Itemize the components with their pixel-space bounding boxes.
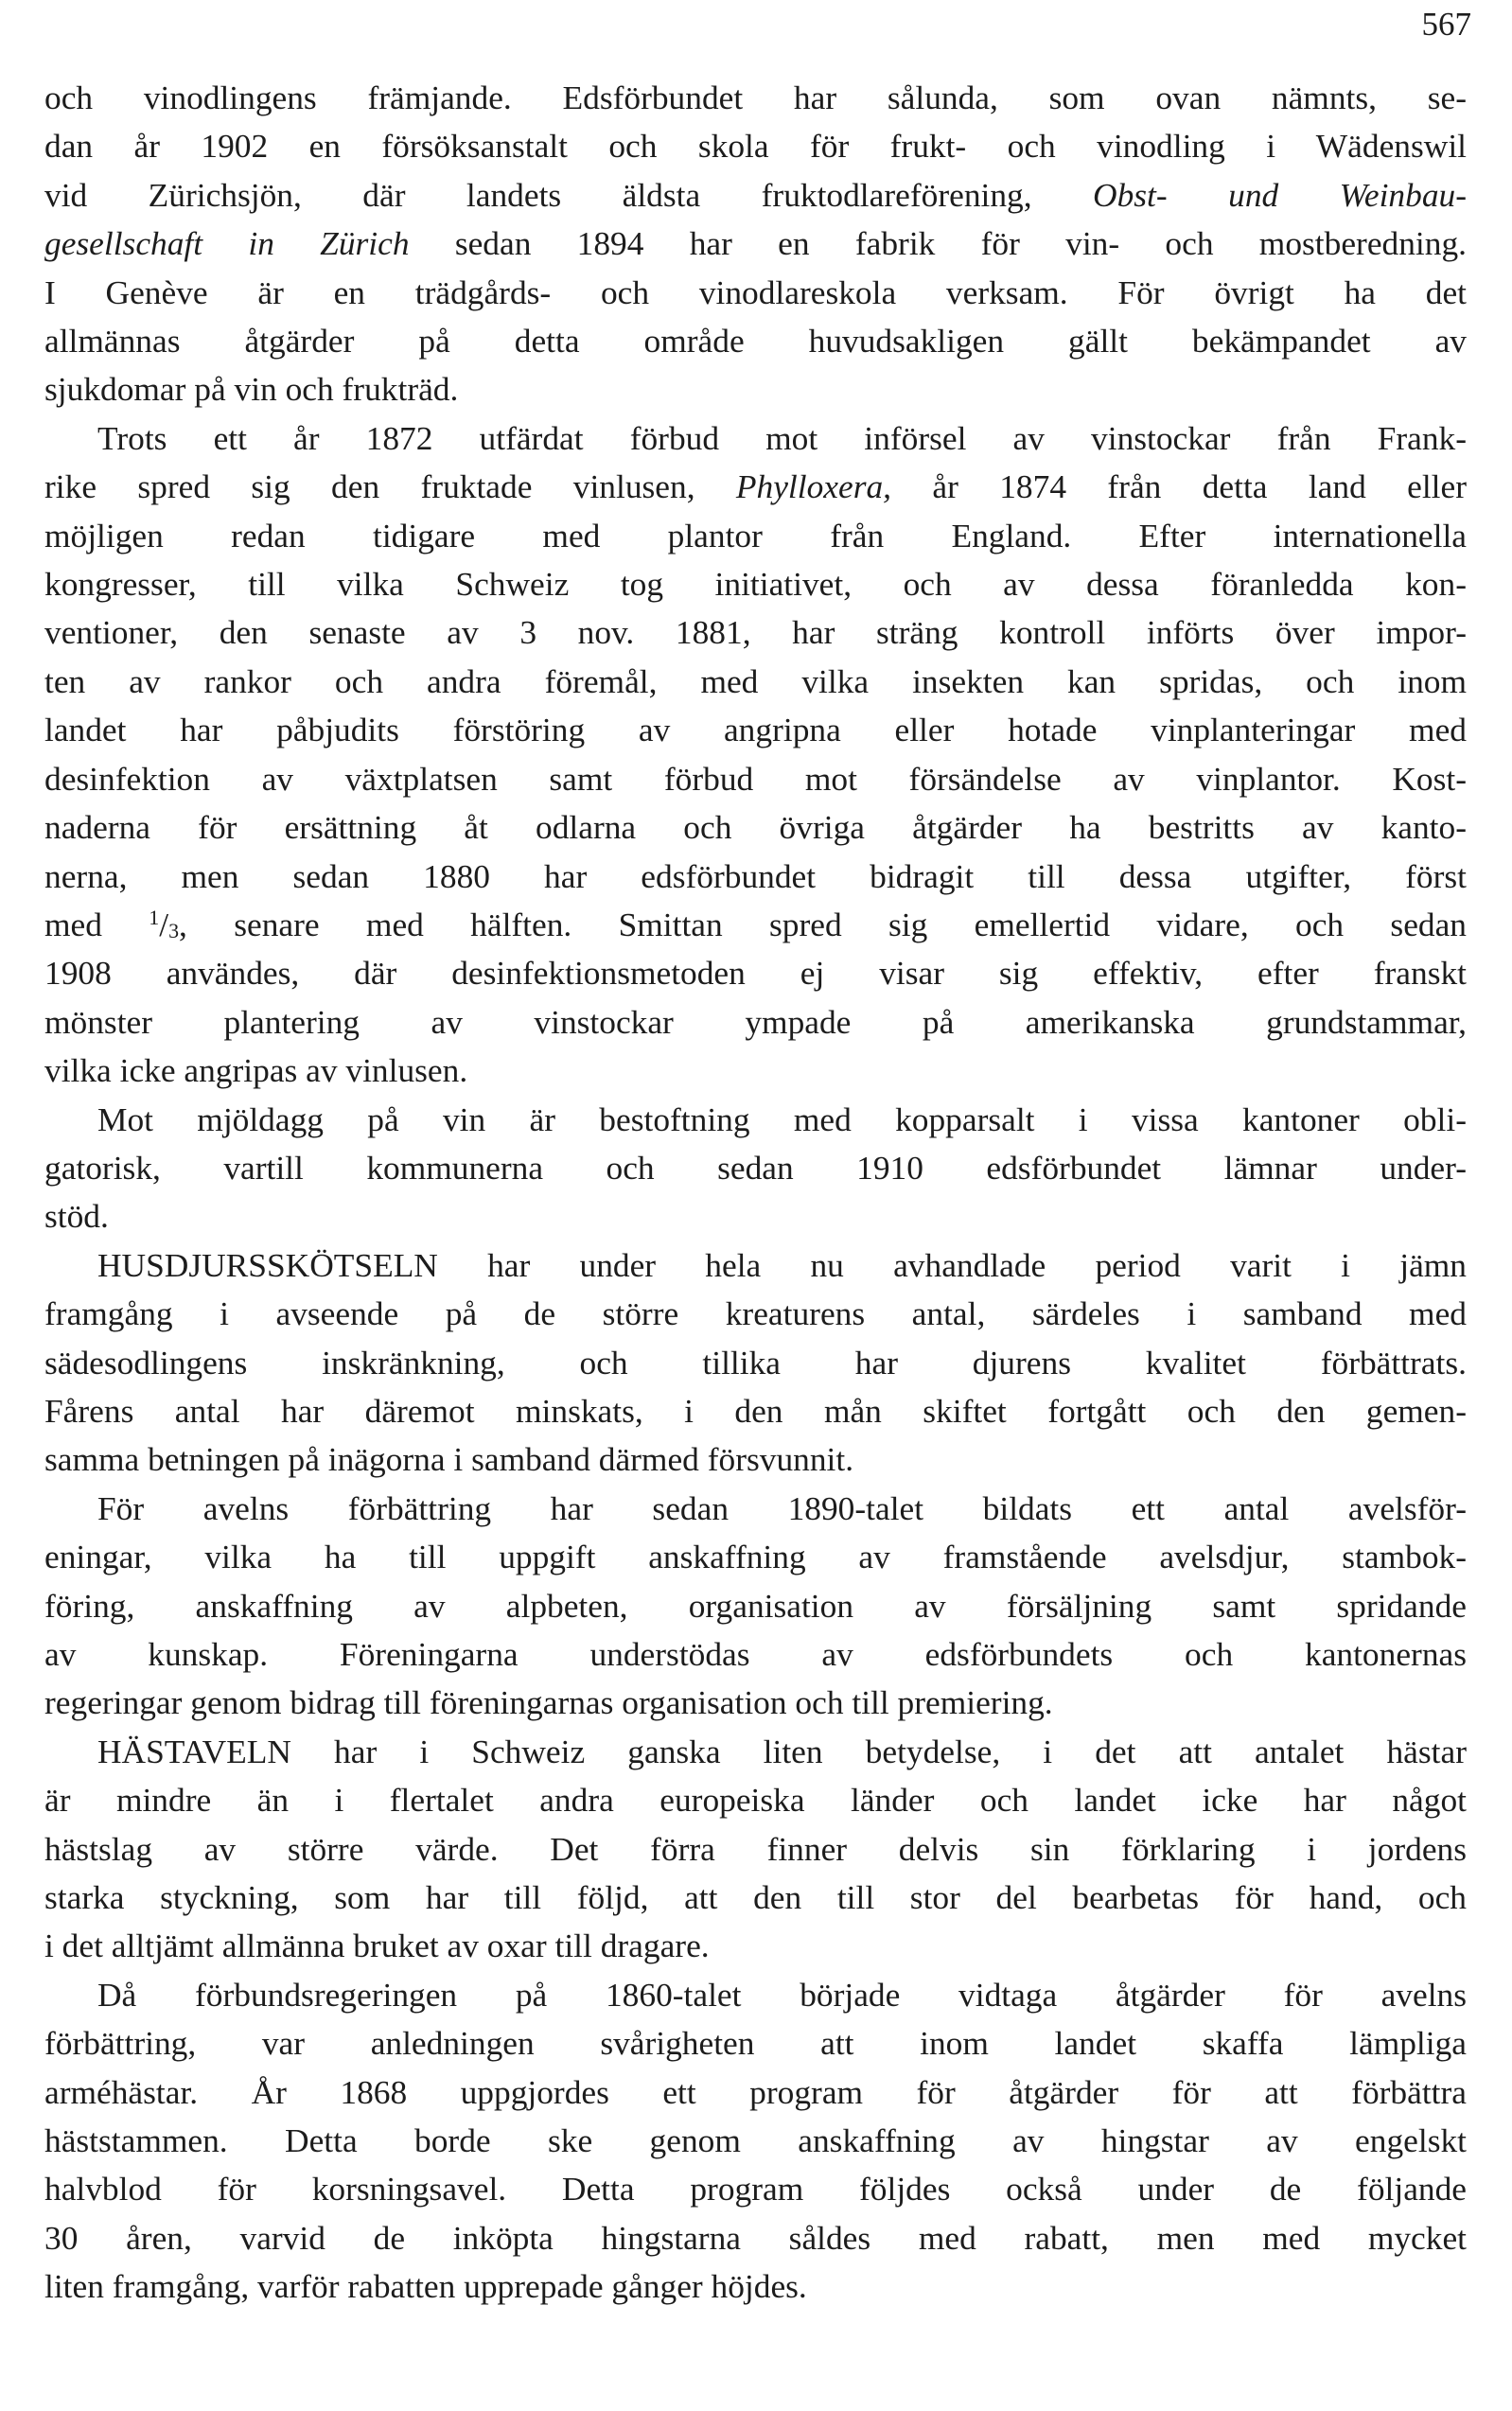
fraction-part: 3 [168,919,180,943]
paragraph [44,1485,1467,1728]
text-line [44,901,1467,949]
text-run: av kunskap. Föreningarna understödas av edsförbundets och kantonernas [44,1635,1467,1673]
text-line [44,2019,1467,2068]
text-run: är mindre än i flertalet andra europeiska länder och landet icke har något [44,1781,1467,1820]
text-line [44,1533,1467,1581]
text-run: mönster plantering av vinstockar ympade på amerikanska grundstammar, [44,1002,1467,1041]
text-line [44,220,1467,268]
text-run: ventioner, den senaste av 3 nov. 1881, har sträng kontroll införts över impor- [44,613,1467,652]
text-run: stöd. [44,1197,109,1236]
text-line [44,1922,1467,1970]
text-run: i det alltjämt allmänna bruket av oxar till dragare. [44,1927,710,1965]
text-line [44,269,1467,317]
body-text [44,74,1467,2312]
text-line [44,1485,1467,1533]
text-run: / [159,905,169,943]
text-line [44,171,1467,220]
paragraph [44,1096,1467,1241]
text-line [44,2214,1467,2262]
text-run: Då förbundsregeringen på 1860-talet började vidtaga åtgärder för avelns [97,1975,1467,2014]
text-line [44,608,1467,657]
paragraph [44,414,1467,1096]
text-run: med [44,905,149,943]
text-line [44,2262,1467,2311]
text-line [44,803,1467,852]
text-run: landet har påbjudits förstöring av angripna eller hotade vinplanteringar med [44,711,1467,749]
text-run: arméhästar. År 1868 uppgjordes ett program för åtgärder för att förbättra [44,2072,1467,2111]
text-line [44,512,1467,560]
text-line [44,853,1467,901]
text-run: möjligen redan tidigare med plantor från England. Efter internationella [44,516,1467,554]
text-run: HÄSTAVELN har i Schweiz ganska liten betydelse, i det att antalet hästar [97,1732,1467,1770]
text-run: naderna för ersättning åt odlarna och övriga åtgärder ha bestritts av kanto- [44,808,1467,847]
text-line [44,1144,1467,1192]
fraction-part: 1 [149,905,160,929]
text-line [44,1971,1467,2019]
text-line [44,463,1467,511]
text-run: häststammen. Detta borde ske genom anskaffning av hingstar av engelskt [44,2121,1467,2160]
text-run: sjukdomar på vin och frukträd. [44,370,459,409]
text-run: ten av rankor och andra föremål, med vilka insekten kan spridas, och inom [44,661,1467,700]
text-run: Trots ett år 1872 utfärdat förbud mot införsel av vinstockar från Frank- [97,418,1467,457]
text-run: sedan 1894 har en fabrik för vin- och mostberedning. [409,224,1467,263]
text-run: HUSDJURSSKÖTSELN har under hela nu avhandlade period varit i jämn [97,1245,1467,1284]
text-line [44,414,1467,463]
text-line [44,365,1467,414]
text-line [44,706,1467,754]
text-line [44,998,1467,1047]
text-line [44,1387,1467,1435]
text-run: 30 åren, varvid de inköpta hingstarna såldes med rabatt, men med mycket [44,2218,1467,2257]
text-run: gatorisk, vartill kommunerna och sedan 1910 edsförbundet lämnar under- [44,1148,1467,1187]
text-line [44,1435,1467,1484]
italic-text: gesellschaft in Zürich [44,224,410,263]
text-line [44,755,1467,803]
text-line [44,1874,1467,1922]
text-run: framgång i avseende på de större kreaturens antal, särdeles i samband med [44,1294,1467,1333]
paragraph [44,1971,1467,2312]
page-number: 567 [1421,6,1471,43]
text-line [44,1630,1467,1679]
text-run: vilka icke angripas av vinlusen. [44,1051,468,1090]
text-run: vid Zürichsjön, där landets äldsta fruktodlareförening, [44,175,1094,214]
text-line [44,1728,1467,1776]
text-line [44,1679,1467,1727]
text-run: hästslag av större värde. Det förra finner delvis sin förklaring i jordens [44,1829,1467,1868]
text-run: desinfektion av växtplatsen samt förbud mot försändelse av vinplantor. Kost- [44,759,1467,798]
text-run: föring, anskaffning av alpbeten, organisation av försäljning samt spridande [44,1586,1467,1625]
text-run: , senare med hälften. Smittan spred sig emellertid vidare, och sedan [179,905,1467,943]
text-run: regeringar genom bidrag till föreningarnas organisation och till premiering. [44,1683,1053,1722]
text-run: nerna, men sedan 1880 har edsförbundet bidragit till dessa utgifter, först [44,856,1467,895]
text-line [44,317,1467,365]
text-line [44,1339,1467,1387]
text-run: sädesodlingens inskränkning, och tillika har djurens kvalitet förbättrats. [44,1343,1467,1381]
text-run: år 1874 från detta land eller [891,467,1467,506]
text-run: samma betningen på inägorna i samband därmed försvunnit. [44,1440,854,1479]
text-run: Fårens antal har däremot minskats, i den mån skiftet fortgått och den gemen- [44,1391,1467,1430]
text-line [44,2165,1467,2213]
text-run: I Genève är en trädgårds- och vinodlareskola verksam. För övrigt ha det [44,273,1467,311]
text-line [44,74,1467,122]
text-run: förbättring, var anledningen svårigheten att inom landet skaffa lämpliga [44,2024,1467,2063]
text-run: rike spred sig den fruktade vinlusen, [44,467,736,506]
text-line [44,1192,1467,1241]
text-line [44,1776,1467,1824]
text-line [44,658,1467,706]
text-line [44,1290,1467,1338]
text-run: eningar, vilka ha till uppgift anskaffning av framstående avelsdjur, stambok- [44,1538,1467,1576]
text-line [44,1096,1467,1144]
text-run: och vinodlingens främjande. Edsförbundet har sålunda, som ovan nämnts, se- [44,79,1467,116]
text-run: Mot mjöldagg på vin är bestoftning med kopparsalt i vissa kantoner obli- [97,1100,1467,1138]
paragraph [44,1241,1467,1485]
text-run: dan år 1902 en försöksanstalt och skola för frukt- och vinodling i Wädenswil [44,127,1467,166]
paragraph [44,74,1467,414]
text-line [44,949,1467,997]
text-run: 1908 användes, där desinfektionsmetoden ej visar sig effektiv, efter franskt [44,954,1467,993]
text-run: För avelns förbättring har sedan 1890-talet bildats ett antal avelsför- [97,1488,1467,1527]
text-run: starka styckning, som har till följd, att den till stor del bearbetas för hand, och [44,1878,1467,1917]
paragraph [44,1728,1467,1971]
text-run: kongresser, till vilka Schweiz tog initiativet, och av dessa föranledda kon- [44,565,1467,604]
text-run: allmännas åtgärder på detta område huvudsakligen gällt bekämpandet av [44,322,1467,361]
text-line [44,1241,1467,1290]
text-line [44,1825,1467,1874]
italic-text: Obst- und Weinbau- [1093,175,1467,214]
text-line [44,1582,1467,1630]
text-line [44,2117,1467,2165]
text-run: halvblod för korsningsavel. Detta program följdes också under de följande [44,2170,1467,2209]
text-line [44,560,1467,608]
italic-text: Phylloxera, [735,467,892,506]
text-line [44,1047,1467,1095]
text-line [44,2068,1467,2117]
text-run: liten framgång, varför rabatten upprepade gånger höjdes. [44,2267,807,2306]
text-line [44,122,1467,170]
